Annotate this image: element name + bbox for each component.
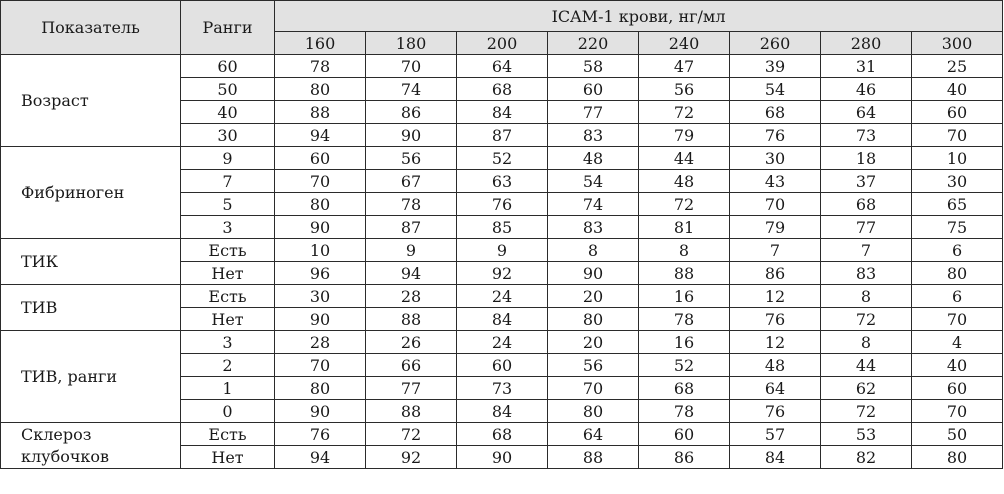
value-cell: 94 bbox=[275, 446, 366, 469]
icam-group-header: ICAM-1 крови, нг/мл bbox=[275, 1, 1003, 32]
value-cell: 47 bbox=[639, 55, 730, 78]
rank-cell: 5 bbox=[181, 193, 275, 216]
ranks-header: Ранги bbox=[181, 1, 275, 55]
value-cell: 90 bbox=[275, 216, 366, 239]
value-cell: 80 bbox=[548, 308, 639, 331]
value-cell: 31 bbox=[821, 55, 912, 78]
rank-cell: 3 bbox=[181, 216, 275, 239]
value-cell: 54 bbox=[548, 170, 639, 193]
value-cell: 76 bbox=[457, 193, 548, 216]
value-cell: 48 bbox=[639, 170, 730, 193]
rank-cell: Нет bbox=[181, 262, 275, 285]
rank-cell: 60 bbox=[181, 55, 275, 78]
table-row bbox=[1, 331, 1003, 354]
rank-cell: 3 bbox=[181, 331, 275, 354]
rank-cell: 1 bbox=[181, 377, 275, 400]
rank-cell: Нет bbox=[181, 446, 275, 469]
table-row bbox=[1, 285, 1003, 308]
value-cell: 44 bbox=[821, 354, 912, 377]
value-cell: 76 bbox=[730, 308, 821, 331]
value-cell: 63 bbox=[457, 170, 548, 193]
indicator-label: ТИВ bbox=[1, 285, 181, 331]
value-cell: 74 bbox=[366, 78, 457, 101]
value-cell: 12 bbox=[730, 331, 821, 354]
value-cell: 39 bbox=[730, 55, 821, 78]
value-cell: 50 bbox=[912, 423, 1003, 446]
value-cell: 10 bbox=[275, 239, 366, 262]
value-cell: 90 bbox=[457, 446, 548, 469]
value-cell: 81 bbox=[639, 216, 730, 239]
rank-cell: 30 bbox=[181, 124, 275, 147]
value-cell: 6 bbox=[912, 285, 1003, 308]
value-cell: 60 bbox=[457, 354, 548, 377]
rank-cell: 9 bbox=[181, 147, 275, 170]
value-cell: 86 bbox=[730, 262, 821, 285]
value-cell: 72 bbox=[821, 400, 912, 423]
value-cell: 72 bbox=[821, 308, 912, 331]
value-cell: 16 bbox=[639, 331, 730, 354]
value-cell: 57 bbox=[730, 423, 821, 446]
value-cell: 83 bbox=[821, 262, 912, 285]
table-header bbox=[1, 1, 1003, 55]
value-cell: 65 bbox=[912, 193, 1003, 216]
value-cell: 64 bbox=[730, 377, 821, 400]
value-cell: 62 bbox=[821, 377, 912, 400]
value-cell: 68 bbox=[639, 377, 730, 400]
table-body bbox=[1, 55, 1003, 469]
value-cell: 84 bbox=[457, 101, 548, 124]
value-cell: 60 bbox=[548, 78, 639, 101]
value-cell: 40 bbox=[912, 354, 1003, 377]
value-cell: 9 bbox=[366, 239, 457, 262]
value-cell: 78 bbox=[275, 55, 366, 78]
value-cell: 72 bbox=[639, 193, 730, 216]
value-cell: 30 bbox=[912, 170, 1003, 193]
indicator-header: Показатель bbox=[1, 1, 181, 55]
table-row bbox=[1, 239, 1003, 262]
value-cell: 87 bbox=[366, 216, 457, 239]
rank-cell: Есть bbox=[181, 423, 275, 446]
value-cell: 54 bbox=[730, 78, 821, 101]
value-cell: 60 bbox=[275, 147, 366, 170]
value-cell: 94 bbox=[366, 262, 457, 285]
table-row bbox=[1, 423, 1003, 446]
value-cell: 37 bbox=[821, 170, 912, 193]
value-cell: 12 bbox=[730, 285, 821, 308]
value-cell: 28 bbox=[275, 331, 366, 354]
value-cell: 16 bbox=[639, 285, 730, 308]
value-cell: 8 bbox=[548, 239, 639, 262]
value-cell: 10 bbox=[912, 147, 1003, 170]
table-row bbox=[1, 147, 1003, 170]
value-cell: 56 bbox=[366, 147, 457, 170]
value-cell: 24 bbox=[457, 285, 548, 308]
value-cell: 70 bbox=[366, 55, 457, 78]
value-cell: 74 bbox=[548, 193, 639, 216]
value-cell: 60 bbox=[639, 423, 730, 446]
value-cell: 79 bbox=[639, 124, 730, 147]
value-cell: 66 bbox=[366, 354, 457, 377]
indicator-label: Фибриноген bbox=[1, 147, 181, 239]
value-cell: 90 bbox=[275, 308, 366, 331]
value-cell: 83 bbox=[548, 216, 639, 239]
value-cell: 8 bbox=[639, 239, 730, 262]
value-cell: 48 bbox=[730, 354, 821, 377]
value-column-header: 300 bbox=[912, 32, 1003, 55]
value-cell: 18 bbox=[821, 147, 912, 170]
value-cell: 73 bbox=[457, 377, 548, 400]
value-cell: 88 bbox=[275, 101, 366, 124]
value-cell: 7 bbox=[821, 239, 912, 262]
value-column-header: 160 bbox=[275, 32, 366, 55]
value-cell: 60 bbox=[912, 101, 1003, 124]
value-cell: 64 bbox=[548, 423, 639, 446]
value-cell: 68 bbox=[730, 101, 821, 124]
value-cell: 75 bbox=[912, 216, 1003, 239]
value-cell: 70 bbox=[912, 400, 1003, 423]
value-cell: 52 bbox=[639, 354, 730, 377]
value-cell: 80 bbox=[548, 400, 639, 423]
value-cell: 80 bbox=[275, 193, 366, 216]
value-cell: 72 bbox=[366, 423, 457, 446]
value-cell: 8 bbox=[821, 331, 912, 354]
value-cell: 8 bbox=[821, 285, 912, 308]
value-cell: 40 bbox=[912, 78, 1003, 101]
value-cell: 83 bbox=[548, 124, 639, 147]
value-cell: 80 bbox=[912, 262, 1003, 285]
indicator-label: ТИК bbox=[1, 239, 181, 285]
value-cell: 88 bbox=[639, 262, 730, 285]
value-cell: 92 bbox=[457, 262, 548, 285]
value-cell: 7 bbox=[730, 239, 821, 262]
rank-cell: Есть bbox=[181, 239, 275, 262]
value-cell: 87 bbox=[457, 124, 548, 147]
value-cell: 73 bbox=[821, 124, 912, 147]
value-cell: 80 bbox=[912, 446, 1003, 469]
value-cell: 28 bbox=[366, 285, 457, 308]
value-cell: 90 bbox=[548, 262, 639, 285]
value-cell: 6 bbox=[912, 239, 1003, 262]
indicator-label: ТИВ, ранги bbox=[1, 331, 181, 423]
value-cell: 20 bbox=[548, 331, 639, 354]
value-cell: 77 bbox=[366, 377, 457, 400]
rank-cell: Есть bbox=[181, 285, 275, 308]
value-cell: 80 bbox=[275, 377, 366, 400]
value-cell: 46 bbox=[821, 78, 912, 101]
rank-cell: 7 bbox=[181, 170, 275, 193]
value-cell: 84 bbox=[730, 446, 821, 469]
rank-cell: Нет bbox=[181, 308, 275, 331]
value-cell: 30 bbox=[275, 285, 366, 308]
value-cell: 64 bbox=[821, 101, 912, 124]
value-cell: 82 bbox=[821, 446, 912, 469]
value-column-header: 220 bbox=[548, 32, 639, 55]
value-cell: 77 bbox=[548, 101, 639, 124]
indicator-label: Возраст bbox=[1, 55, 181, 147]
value-column-header: 280 bbox=[821, 32, 912, 55]
value-cell: 44 bbox=[639, 147, 730, 170]
value-cell: 64 bbox=[457, 55, 548, 78]
rank-cell: 40 bbox=[181, 101, 275, 124]
value-cell: 68 bbox=[457, 423, 548, 446]
value-cell: 52 bbox=[457, 147, 548, 170]
rank-cell: 2 bbox=[181, 354, 275, 377]
value-cell: 77 bbox=[821, 216, 912, 239]
value-cell: 30 bbox=[730, 147, 821, 170]
value-cell: 20 bbox=[548, 285, 639, 308]
value-cell: 80 bbox=[275, 78, 366, 101]
value-cell: 67 bbox=[366, 170, 457, 193]
value-cell: 53 bbox=[821, 423, 912, 446]
value-column-header: 240 bbox=[639, 32, 730, 55]
value-cell: 86 bbox=[639, 446, 730, 469]
value-cell: 58 bbox=[548, 55, 639, 78]
value-cell: 48 bbox=[548, 147, 639, 170]
indicator-label: Склероз клубочков bbox=[1, 423, 181, 469]
value-cell: 90 bbox=[366, 124, 457, 147]
value-cell: 70 bbox=[548, 377, 639, 400]
value-cell: 76 bbox=[275, 423, 366, 446]
value-cell: 79 bbox=[730, 216, 821, 239]
value-cell: 94 bbox=[275, 124, 366, 147]
value-cell: 26 bbox=[366, 331, 457, 354]
value-cell: 85 bbox=[457, 216, 548, 239]
value-column-header: 260 bbox=[730, 32, 821, 55]
value-cell: 76 bbox=[730, 400, 821, 423]
value-cell: 96 bbox=[275, 262, 366, 285]
rank-cell: 0 bbox=[181, 400, 275, 423]
value-cell: 60 bbox=[912, 377, 1003, 400]
value-cell: 9 bbox=[457, 239, 548, 262]
value-cell: 76 bbox=[730, 124, 821, 147]
value-cell: 70 bbox=[730, 193, 821, 216]
value-cell: 68 bbox=[457, 78, 548, 101]
value-cell: 70 bbox=[912, 124, 1003, 147]
value-cell: 78 bbox=[639, 400, 730, 423]
value-cell: 86 bbox=[366, 101, 457, 124]
value-cell: 68 bbox=[821, 193, 912, 216]
rank-cell: 50 bbox=[181, 78, 275, 101]
value-cell: 70 bbox=[275, 170, 366, 193]
value-cell: 88 bbox=[366, 308, 457, 331]
value-column-header: 200 bbox=[457, 32, 548, 55]
value-cell: 90 bbox=[275, 400, 366, 423]
value-column-header: 180 bbox=[366, 32, 457, 55]
value-cell: 56 bbox=[548, 354, 639, 377]
value-cell: 88 bbox=[548, 446, 639, 469]
value-cell: 4 bbox=[912, 331, 1003, 354]
value-cell: 78 bbox=[366, 193, 457, 216]
table-row bbox=[1, 55, 1003, 78]
value-cell: 56 bbox=[639, 78, 730, 101]
value-cell: 43 bbox=[730, 170, 821, 193]
value-cell: 78 bbox=[639, 308, 730, 331]
value-cell: 92 bbox=[366, 446, 457, 469]
value-cell: 72 bbox=[639, 101, 730, 124]
value-cell: 84 bbox=[457, 308, 548, 331]
value-cell: 84 bbox=[457, 400, 548, 423]
value-cell: 88 bbox=[366, 400, 457, 423]
value-cell: 24 bbox=[457, 331, 548, 354]
value-cell: 70 bbox=[275, 354, 366, 377]
value-cell: 70 bbox=[912, 308, 1003, 331]
value-cell: 25 bbox=[912, 55, 1003, 78]
